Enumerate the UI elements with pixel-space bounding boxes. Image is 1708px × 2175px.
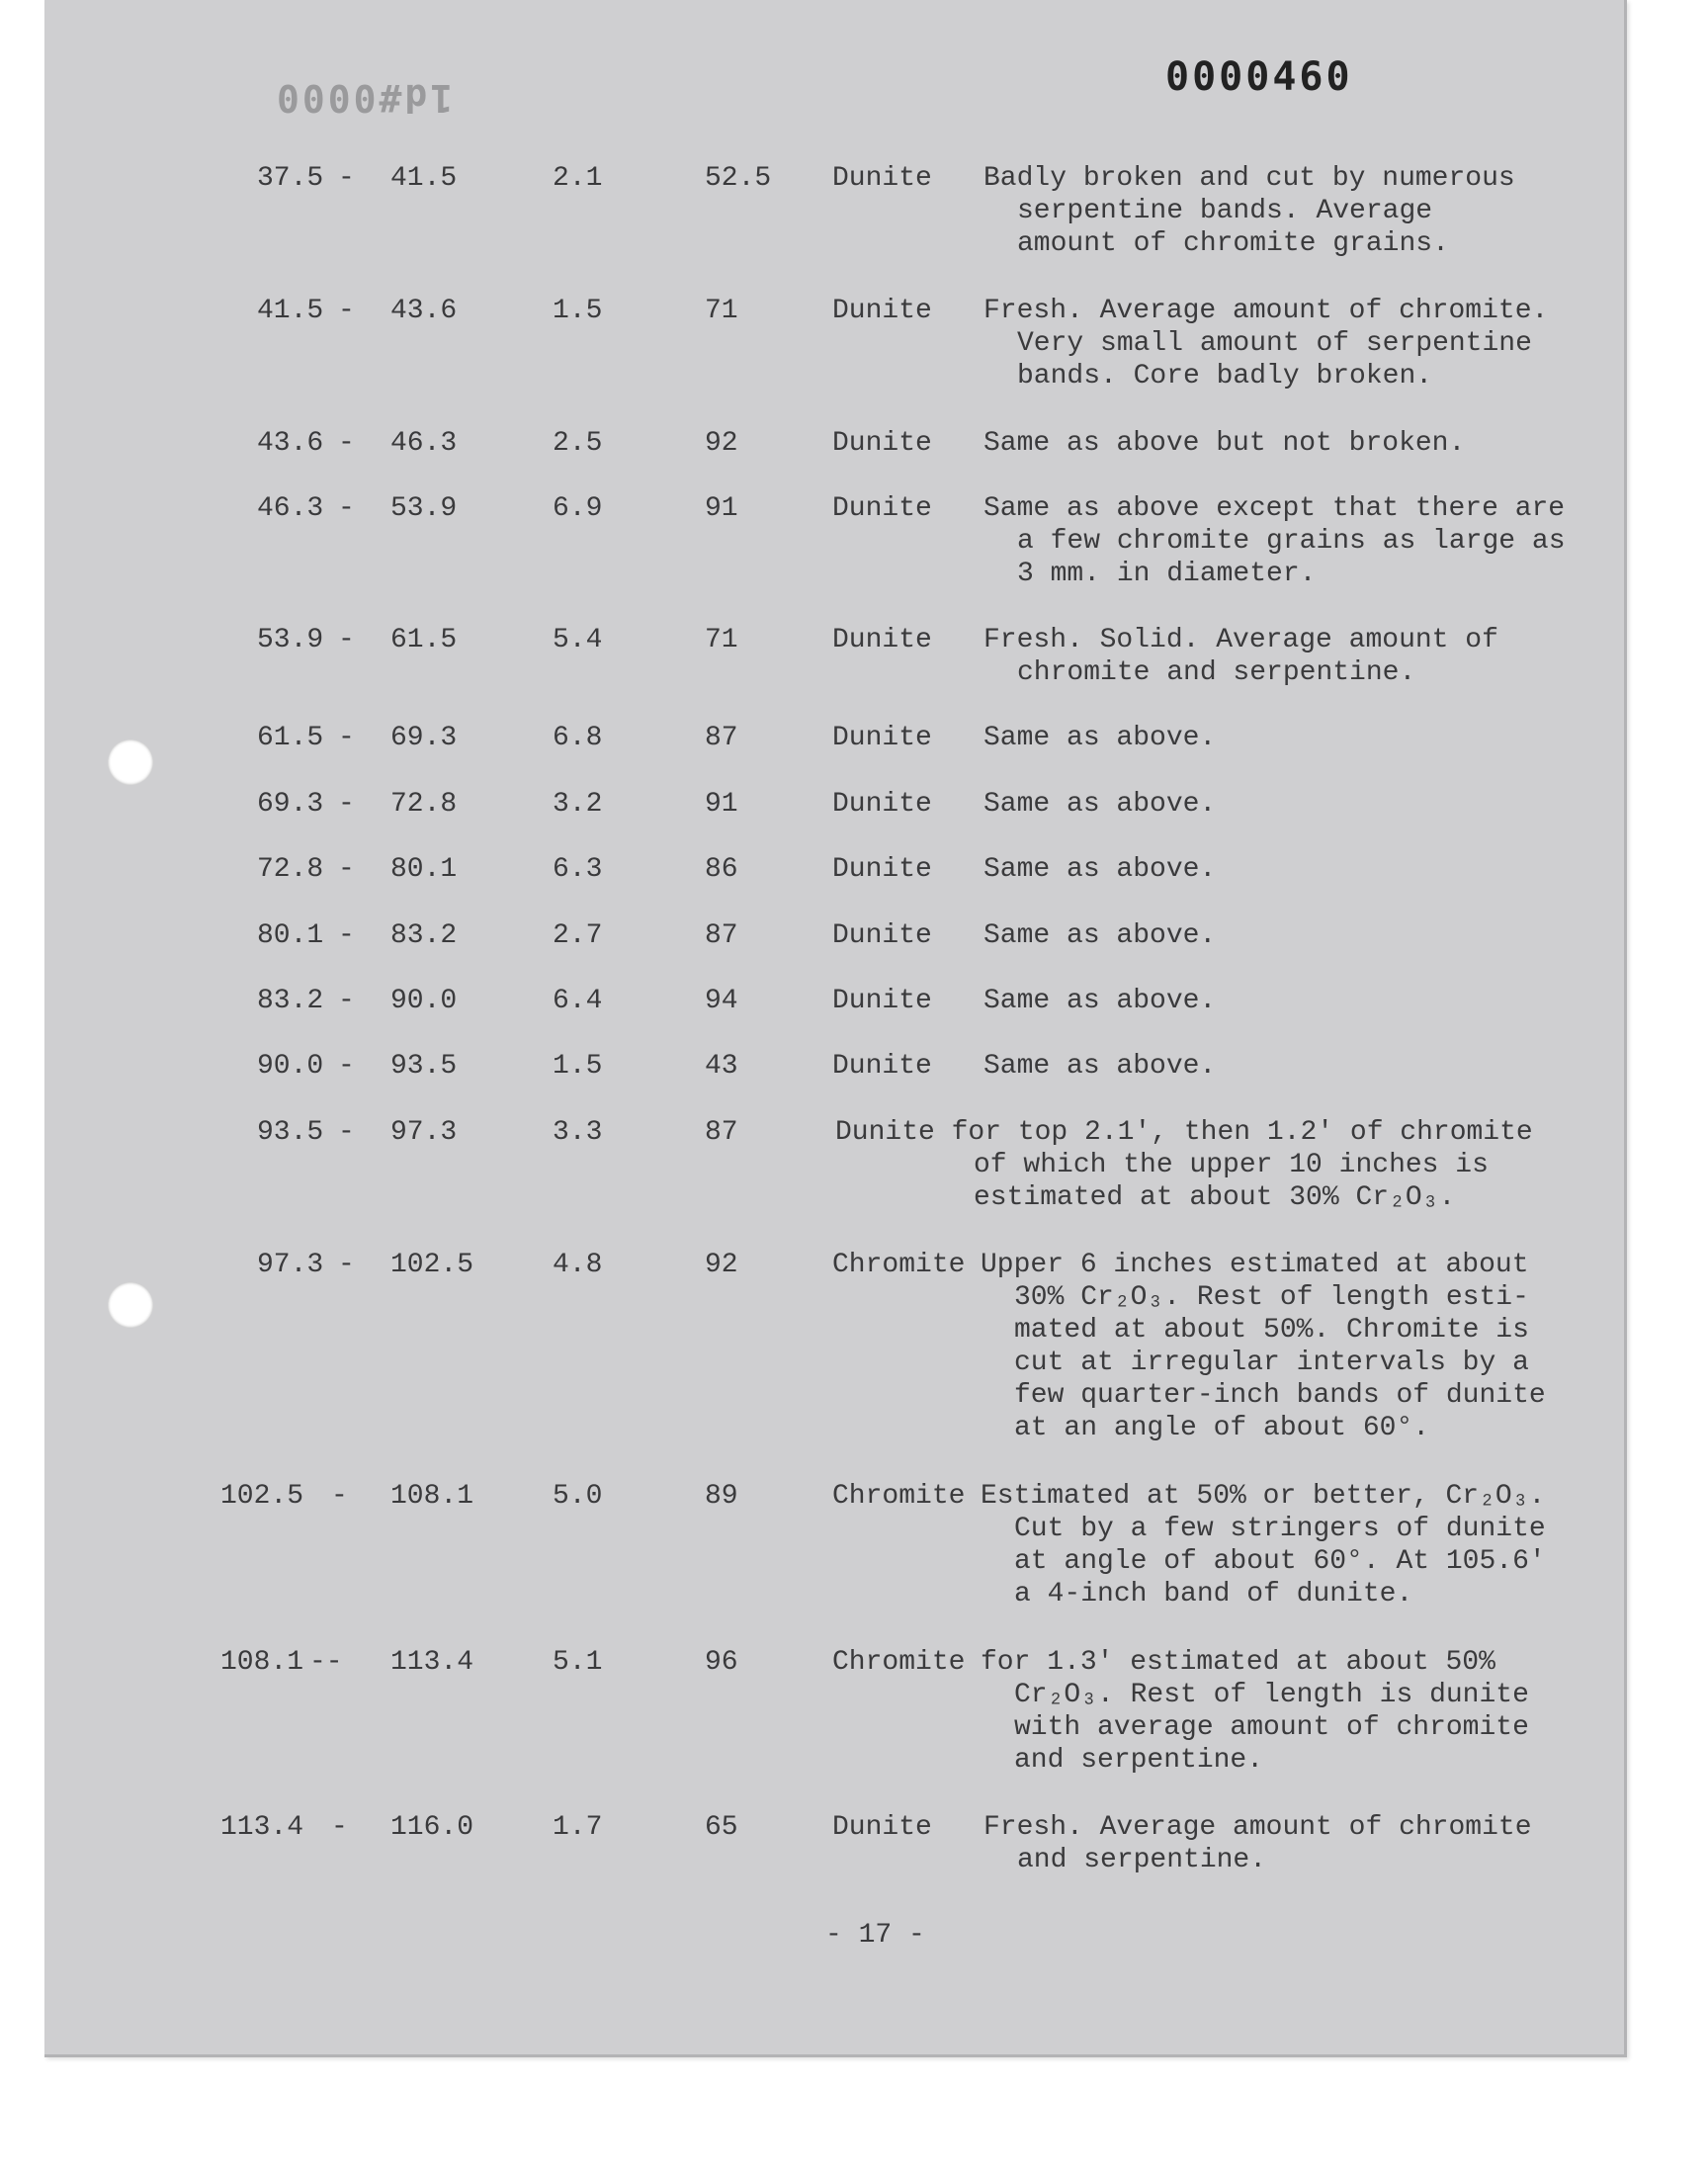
depth-to: 80.1 bbox=[390, 854, 458, 885]
depth-to: 46.3 bbox=[390, 428, 458, 459]
description-line: a few chromite grains as large as bbox=[1017, 526, 1566, 557]
rock-type: Dunite bbox=[832, 296, 932, 326]
depth-separator: - bbox=[338, 1250, 355, 1280]
rock-type: Dunite bbox=[832, 854, 932, 885]
depth-separator: - bbox=[338, 854, 355, 885]
document-page bbox=[44, 0, 1627, 2057]
depth-from: 37.5 bbox=[257, 163, 324, 194]
core-length: 2.7 bbox=[553, 920, 603, 951]
description-line: serpentine bands. Average bbox=[1017, 196, 1433, 226]
depth-from: 80.1 bbox=[257, 920, 324, 951]
depth-separator: - bbox=[338, 625, 355, 655]
description bbox=[981, 1646, 1529, 1777]
core-length: 1.5 bbox=[553, 1051, 603, 1082]
depth-to: 90.0 bbox=[390, 986, 458, 1016]
description-line: and serpentine. bbox=[1017, 1845, 1267, 1875]
description-line: Same as above. bbox=[983, 723, 1217, 753]
depth-from: 90.0 bbox=[257, 1051, 324, 1082]
description-line: 3 mm. in diameter. bbox=[1017, 559, 1317, 589]
core-recovery: 91 bbox=[705, 789, 738, 820]
description bbox=[983, 624, 1498, 689]
depth-to: 69.3 bbox=[390, 723, 458, 753]
rock-type: Dunite bbox=[832, 1051, 932, 1082]
depth-to: 41.5 bbox=[390, 163, 458, 194]
rock-type: Dunite bbox=[832, 920, 932, 951]
description bbox=[983, 853, 1216, 886]
core-length: 5.4 bbox=[553, 625, 603, 655]
depth-to: 61.5 bbox=[390, 625, 458, 655]
description-line: Same as above but not broken. bbox=[983, 428, 1466, 459]
depth-separator: - bbox=[338, 296, 355, 326]
core-recovery: 52.5 bbox=[705, 163, 772, 194]
description-line: Same as above except that there are bbox=[983, 493, 1566, 524]
description-line: cut at irregular intervals by a bbox=[1014, 1348, 1529, 1378]
description bbox=[983, 788, 1216, 821]
description-line: 30% Cr₂O₃. Rest of length esti- bbox=[1014, 1282, 1529, 1313]
description-line: a 4-inch band of dunite. bbox=[1014, 1579, 1413, 1610]
depth-separator: - bbox=[338, 986, 355, 1016]
depth-separator: - bbox=[338, 493, 355, 524]
depth-from: 53.9 bbox=[257, 625, 324, 655]
core-recovery: 96 bbox=[705, 1647, 738, 1678]
description-line: amount of chromite grains. bbox=[1017, 228, 1449, 259]
depth-to: 53.9 bbox=[390, 493, 458, 524]
core-length: 6.9 bbox=[553, 493, 603, 524]
depth-to: 113.4 bbox=[390, 1647, 474, 1678]
description bbox=[983, 919, 1216, 952]
description-line: Same as above. bbox=[983, 789, 1217, 820]
description-line: with average amount of chromite bbox=[1014, 1712, 1529, 1743]
description-line: estimated at about 30% Cr₂O₃. bbox=[974, 1182, 1456, 1213]
depth-separator: - bbox=[338, 428, 355, 459]
core-recovery: 87 bbox=[705, 920, 738, 951]
description bbox=[983, 162, 1515, 260]
description-line: for 1.3' estimated at about 50% bbox=[981, 1647, 1495, 1678]
core-recovery: 86 bbox=[705, 854, 738, 885]
depth-from: 72.8 bbox=[257, 854, 324, 885]
description bbox=[983, 427, 1465, 460]
page-number: - 17 - bbox=[825, 1920, 925, 1951]
core-length: 5.1 bbox=[553, 1647, 603, 1678]
depth-from: 102.5 bbox=[220, 1481, 304, 1512]
description-line: mated at about 50%. Chromite is bbox=[1014, 1315, 1529, 1346]
core-recovery: 87 bbox=[705, 723, 738, 753]
depth-separator: - bbox=[338, 789, 355, 820]
description-line: bands. Core badly broken. bbox=[1017, 361, 1433, 392]
core-recovery: 89 bbox=[705, 1481, 738, 1512]
depth-to: 43.6 bbox=[390, 296, 458, 326]
rock-type: Dunite bbox=[832, 789, 932, 820]
depth-to: 102.5 bbox=[390, 1250, 474, 1280]
depth-from: 108.1 bbox=[220, 1647, 304, 1678]
description-line: Estimated at 50% or better, Cr₂O₃. bbox=[981, 1481, 1546, 1512]
depth-from: 93.5 bbox=[257, 1117, 324, 1148]
core-length: 2.1 bbox=[553, 163, 603, 194]
depth-from: 41.5 bbox=[257, 296, 324, 326]
document-number-stamp: 0000460 bbox=[1165, 54, 1353, 100]
core-recovery: 94 bbox=[705, 986, 738, 1016]
description-line: Fresh. Solid. Average amount of bbox=[983, 625, 1498, 655]
depth-separator: - bbox=[331, 1812, 348, 1843]
depth-to: 97.3 bbox=[390, 1117, 458, 1148]
depth-to: 116.0 bbox=[390, 1812, 474, 1843]
depth-from: 83.2 bbox=[257, 986, 324, 1016]
core-recovery: 92 bbox=[705, 1250, 738, 1280]
depth-separator: - bbox=[338, 920, 355, 951]
description bbox=[983, 492, 1566, 590]
rock-type: Chromite bbox=[832, 1647, 966, 1678]
description-line: and serpentine. bbox=[1014, 1745, 1264, 1776]
description bbox=[983, 295, 1548, 392]
mirrored-stamp: 1d#0000 bbox=[274, 76, 454, 120]
description bbox=[835, 1116, 1533, 1214]
core-length: 4.8 bbox=[553, 1250, 603, 1280]
depth-separator: - bbox=[338, 1051, 355, 1082]
depth-separator: - bbox=[338, 723, 355, 753]
description-line: Badly broken and cut by numerous bbox=[983, 163, 1515, 194]
depth-from: 69.3 bbox=[257, 789, 324, 820]
core-recovery: 43 bbox=[705, 1051, 738, 1082]
depth-from: 43.6 bbox=[257, 428, 324, 459]
description-line: Cut by a few stringers of dunite bbox=[1014, 1514, 1546, 1544]
description-line: Same as above. bbox=[983, 986, 1217, 1016]
core-length: 6.4 bbox=[553, 986, 603, 1016]
description-line: at an angle of about 60°. bbox=[1014, 1413, 1430, 1443]
depth-from: 113.4 bbox=[220, 1812, 304, 1843]
rock-type: Chromite bbox=[832, 1250, 966, 1280]
core-recovery: 91 bbox=[705, 493, 738, 524]
description-line: Upper 6 inches estimated at about bbox=[981, 1250, 1529, 1280]
description-line: chromite and serpentine. bbox=[1017, 657, 1416, 688]
core-recovery: 92 bbox=[705, 428, 738, 459]
core-recovery: 87 bbox=[705, 1117, 738, 1148]
depth-separator: - bbox=[338, 1117, 355, 1148]
depth-from: 46.3 bbox=[257, 493, 324, 524]
description-line: Dunite for top 2.1', then 1.2' of chromite bbox=[835, 1117, 1533, 1148]
depth-separator: - bbox=[338, 163, 355, 194]
description bbox=[983, 1050, 1216, 1083]
description bbox=[981, 1249, 1546, 1444]
rock-type: Chromite bbox=[832, 1481, 966, 1512]
description bbox=[983, 985, 1216, 1017]
description-line: at angle of about 60°. At 105.6' bbox=[1014, 1546, 1546, 1577]
rock-type: Dunite bbox=[832, 986, 932, 1016]
description-line: Fresh. Average amount of chromite bbox=[983, 1812, 1532, 1843]
core-length: 3.2 bbox=[553, 789, 603, 820]
description-line: Same as above. bbox=[983, 920, 1217, 951]
punch-hole bbox=[108, 740, 153, 785]
depth-to: 83.2 bbox=[390, 920, 458, 951]
depth-separator: - bbox=[331, 1481, 348, 1512]
core-length: 3.3 bbox=[553, 1117, 603, 1148]
core-length: 5.0 bbox=[553, 1481, 603, 1512]
depth-from: 61.5 bbox=[257, 723, 324, 753]
core-recovery: 71 bbox=[705, 296, 738, 326]
description-line: few quarter-inch bands of dunite bbox=[1014, 1380, 1546, 1411]
punch-hole bbox=[108, 1282, 153, 1328]
description bbox=[983, 722, 1216, 754]
depth-to: 93.5 bbox=[390, 1051, 458, 1082]
rock-type: Dunite bbox=[832, 723, 932, 753]
description bbox=[981, 1480, 1546, 1610]
core-length: 2.5 bbox=[553, 428, 603, 459]
depth-to: 72.8 bbox=[390, 789, 458, 820]
rock-type: Dunite bbox=[832, 493, 932, 524]
description-line: Same as above. bbox=[983, 854, 1217, 885]
description-line: of which the upper 10 inches is bbox=[974, 1150, 1489, 1180]
core-length: 6.8 bbox=[553, 723, 603, 753]
core-recovery: 65 bbox=[705, 1812, 738, 1843]
rock-type: Dunite bbox=[832, 625, 932, 655]
core-length: 1.5 bbox=[553, 296, 603, 326]
rock-type: Dunite bbox=[832, 163, 932, 194]
rock-type: Dunite bbox=[832, 1812, 932, 1843]
description-line: Same as above. bbox=[983, 1051, 1217, 1082]
description-line: Fresh. Average amount of chromite. bbox=[983, 296, 1549, 326]
core-recovery: 71 bbox=[705, 625, 738, 655]
core-length: 1.7 bbox=[553, 1812, 603, 1843]
description-line: Cr₂O₃. Rest of length is dunite bbox=[1014, 1680, 1529, 1710]
description bbox=[983, 1811, 1532, 1876]
depth-separator: -- bbox=[309, 1647, 343, 1678]
depth-to: 108.1 bbox=[390, 1481, 474, 1512]
rock-type: Dunite bbox=[832, 428, 932, 459]
depth-from: 97.3 bbox=[257, 1250, 324, 1280]
core-length: 6.3 bbox=[553, 854, 603, 885]
description-line: Very small amount of serpentine bbox=[1017, 328, 1532, 359]
